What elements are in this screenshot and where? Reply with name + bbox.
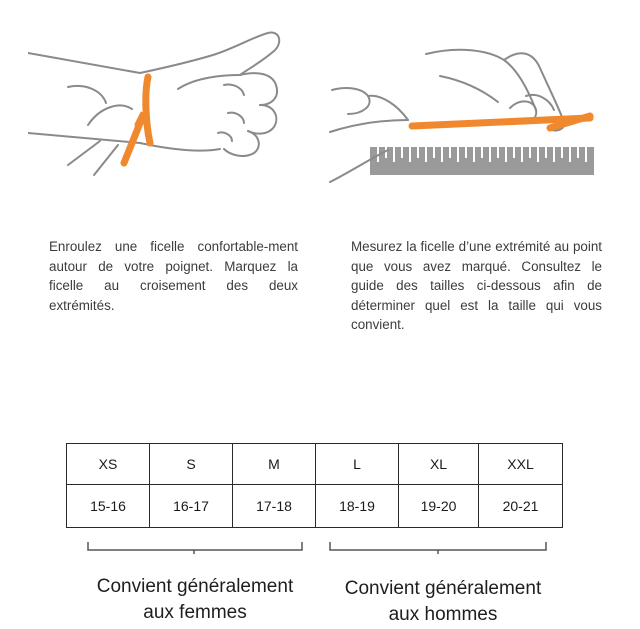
size-cell: XS: [67, 444, 150, 485]
range-cell: 19-20: [399, 485, 479, 528]
size-cell: M: [233, 444, 316, 485]
caption-women-line2: aux femmes: [143, 602, 247, 623]
caption-men: [318, 576, 568, 628]
instruction-left: Enroulez une ficelle confortable-ment autour de votre poignet. Marquez la ficelle au croisement des deux extrémités.: [49, 239, 298, 313]
range-cell: 18-19: [316, 485, 399, 528]
range-cell: 17-18: [233, 485, 316, 528]
size-cell: XL: [399, 444, 479, 485]
caption-men-line2: aux hommes: [388, 604, 498, 625]
size-cell: L: [316, 444, 399, 485]
ruler-measure-illustration: [328, 10, 618, 195]
size-cell: S: [150, 444, 233, 485]
women-bracket: [86, 540, 306, 556]
range-cell: 20-21: [479, 485, 563, 528]
caption-women-line1: Convient généralement: [96, 576, 294, 597]
range-cell: 16-17: [150, 485, 233, 528]
range-row: [67, 485, 563, 528]
caption-women: [60, 574, 330, 626]
range-cell: 15-16: [67, 485, 150, 528]
wrist-wrap-illustration: [28, 25, 303, 195]
instruction-right: Mesurez la ficelle d’une extrémité au point que vous avez marqué. Consultez le guide des tailles ci-dessous afin de déterminer quel est la taille qui vous convient.: [351, 239, 602, 332]
men-bracket: [328, 540, 550, 556]
size-row: [67, 444, 563, 485]
size-cell: XXL: [479, 444, 563, 485]
size-table: [66, 443, 563, 528]
caption-men-line1: Convient généralement: [344, 578, 542, 599]
